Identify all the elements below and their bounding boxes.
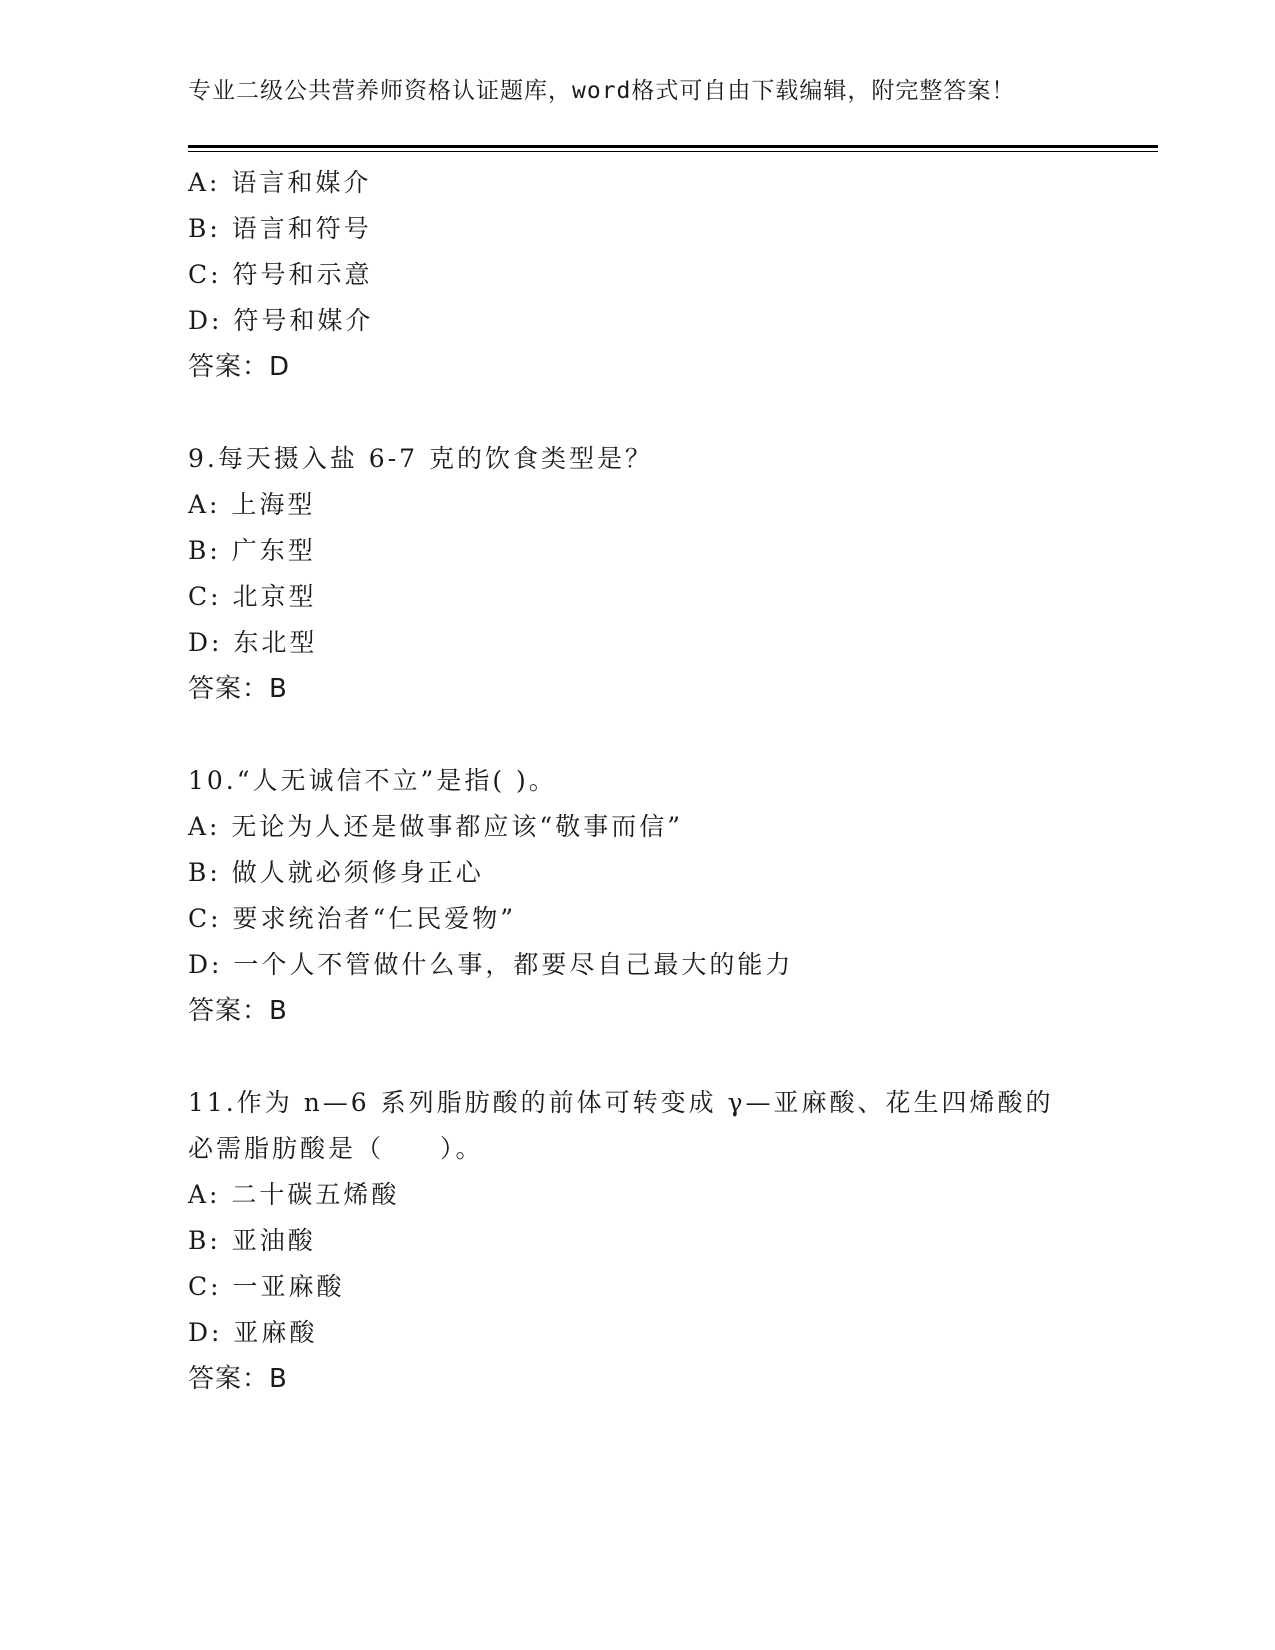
question-8 [188,160,1088,390]
spacer [188,1034,1088,1080]
option-b: B: 广东型 [188,536,316,565]
question-title: 10.“人无诚信不立”是指( )。 [188,766,557,795]
answer: 答案：D [188,352,291,382]
option-a: A: 语言和媒介 [188,168,372,197]
option-b: B: 做人就必须修身正心 [188,858,484,887]
question-11 [188,1080,1088,1402]
question-9 [188,436,1088,712]
answer: 答案：B [188,1364,288,1394]
option-d: D: 一个人不管做什么事，都要尽自己最大的能力 [188,950,794,979]
page-header: 专业二级公共营养师资格认证题库，word格式可自由下载编辑，附完整答案！ [188,78,1016,104]
option-a: A: 上海型 [188,490,316,519]
option-a: A: 二十碳五烯酸 [188,1180,400,1209]
answer: 答案：B [188,674,288,704]
option-c: C: 符号和示意 [188,260,373,289]
header-rule-thick [188,145,1158,148]
option-a: A: 无论为人还是做事都应该“敬事而信” [188,812,683,841]
option-d: D: 东北型 [188,628,318,657]
option-b: B: 语言和符号 [188,214,372,243]
option-c: C: 要求统治者“仁民爱物” [188,904,517,933]
question-list [188,160,1088,1402]
option-d: D: 符号和媒介 [188,306,374,335]
option-c: C: 北京型 [188,582,317,611]
answer: 答案：B [188,996,288,1026]
option-c: C: 一亚麻酸 [188,1272,345,1301]
spacer [188,390,1088,436]
question-title: 9.每天摄入盐 6-7 克的饮食类型是？ [188,444,654,473]
option-d: D: 亚麻酸 [188,1318,318,1347]
question-title-line-2: 必需脂肪酸是（ ）。 [188,1134,484,1163]
header-rule-thin [188,151,1158,152]
question-title-line-1: 11.作为 n—6 系列脂肪酸的前体可转变成 γ—亚麻酸、花生四烯酸的 [188,1088,1054,1117]
spacer [188,712,1088,758]
option-b: B: 亚油酸 [188,1226,316,1255]
question-10 [188,758,1088,1034]
